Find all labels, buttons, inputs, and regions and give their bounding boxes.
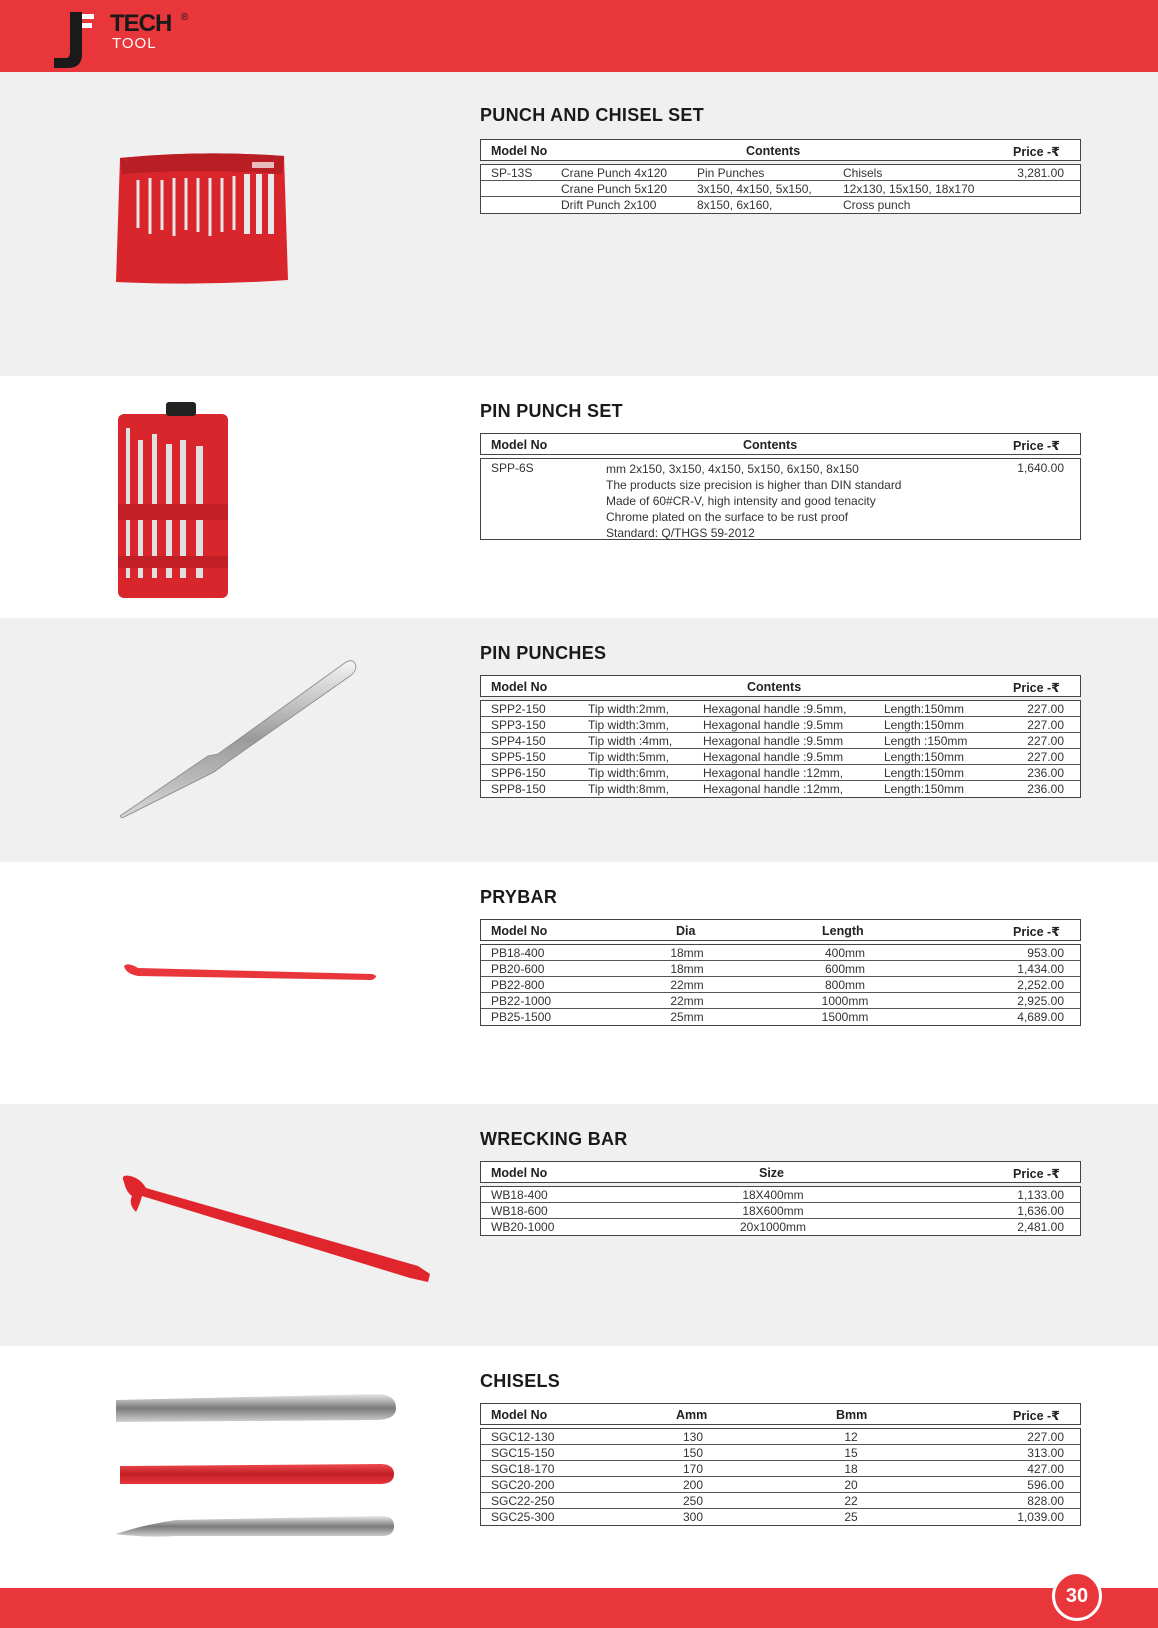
contents-cell xyxy=(606,461,901,541)
model-cell: SPP-6S xyxy=(491,461,534,475)
table-cell: 18X600mm xyxy=(742,1204,804,1218)
section-pin-punches xyxy=(0,618,1158,862)
table-row xyxy=(481,701,1080,717)
punch-chisel-set-image xyxy=(112,152,294,288)
table-cell: Tip width :4mm, xyxy=(588,734,673,748)
table-cell: 18X400mm xyxy=(742,1188,804,1202)
pin-punch-image xyxy=(118,658,368,818)
table-cell: 12x130, 15x150, 18x170 xyxy=(843,182,975,196)
table-row xyxy=(481,1219,1080,1235)
table-header xyxy=(480,433,1081,455)
table-cell: Cross punch xyxy=(843,198,911,212)
pin-punch-set-table xyxy=(480,433,1081,540)
table-cell: 596.00 xyxy=(1027,1478,1064,1492)
table-row xyxy=(481,181,1080,197)
table-cell: Hexagonal handle :12mm, xyxy=(703,766,844,780)
col-model: Model No xyxy=(491,924,548,938)
table-cell: 3,281.00 xyxy=(1017,166,1064,180)
section-prybar xyxy=(0,862,1158,1104)
table-body xyxy=(480,1186,1081,1236)
col-model: Model No xyxy=(491,1166,548,1180)
table-cell: PB25-1500 xyxy=(491,1010,552,1024)
table-row xyxy=(481,717,1080,733)
table-cell: 22mm xyxy=(670,978,704,992)
table-cell: SGC20-200 xyxy=(491,1478,555,1492)
col-b: Bmm xyxy=(836,1408,868,1422)
table-cell: SPP8-150 xyxy=(491,782,546,796)
table-cell: 1,133.00 xyxy=(1017,1188,1064,1202)
table-header xyxy=(480,1161,1081,1183)
table-cell: SP-13S xyxy=(491,166,533,180)
table-cell: 227.00 xyxy=(1027,734,1064,748)
table-cell: 1500mm xyxy=(821,1010,869,1024)
table-cell: SPP2-150 xyxy=(491,702,546,716)
table-header xyxy=(480,919,1081,941)
table-cell: Hexagonal handle :9.5mm xyxy=(703,750,844,764)
table-cell: 2,481.00 xyxy=(1017,1220,1064,1234)
table-body xyxy=(480,164,1081,214)
table-cell: WB20-1000 xyxy=(491,1220,555,1234)
table-row xyxy=(481,749,1080,765)
table-cell: 20 xyxy=(844,1478,858,1492)
section-wrecking-bar xyxy=(0,1104,1158,1346)
table-cell: 22mm xyxy=(670,994,704,1008)
table-cell: 12 xyxy=(844,1430,858,1444)
table-row xyxy=(481,1203,1080,1219)
table-cell: Hexagonal handle :9.5mm xyxy=(703,718,844,732)
price-cell: 1,640.00 xyxy=(1017,461,1064,475)
table-cell: 828.00 xyxy=(1027,1494,1064,1508)
brand-sub: TOOL xyxy=(112,35,157,52)
table-cell: 227.00 xyxy=(1027,750,1064,764)
col-model: Model No xyxy=(491,438,548,452)
col-contents: Contents xyxy=(743,438,798,452)
table-cell: 18mm xyxy=(670,962,704,976)
table-body xyxy=(480,700,1081,798)
table-cell: SGC22-250 xyxy=(491,1494,555,1508)
table-cell: 25mm xyxy=(670,1010,704,1024)
table-cell: Tip width:6mm, xyxy=(588,766,669,780)
table-cell: Chisels xyxy=(843,166,883,180)
table-row xyxy=(481,977,1080,993)
table-cell: 170 xyxy=(682,1462,704,1476)
table-cell: SPP5-150 xyxy=(491,750,546,764)
col-price: Price -₹ xyxy=(1013,145,1060,159)
section-pin-punch-set xyxy=(0,376,1158,618)
table-cell: PB22-800 xyxy=(491,978,545,992)
table-cell: Length:150mm xyxy=(884,718,965,732)
description-line: Standard: Q/THGS 59-2012 xyxy=(606,526,755,540)
punch-chisel-set-table xyxy=(480,139,1081,214)
table-cell: SGC15-150 xyxy=(491,1446,555,1460)
description-line: The products size precision is higher than DIN standard xyxy=(606,478,902,492)
table-row xyxy=(481,993,1080,1009)
table-row xyxy=(481,1445,1080,1461)
table-cell: 400mm xyxy=(824,946,865,960)
table-cell: 227.00 xyxy=(1027,718,1064,732)
logo-j-mark xyxy=(52,12,96,68)
prybar-image xyxy=(122,962,382,986)
brand-logo xyxy=(52,4,212,64)
table-cell: 150 xyxy=(682,1446,704,1460)
table-cell: 1,636.00 xyxy=(1017,1204,1064,1218)
pin-punches-table xyxy=(480,675,1081,798)
chisels-image xyxy=(116,1392,400,1572)
table-cell: Length:150mm xyxy=(884,782,965,796)
col-a: Amm xyxy=(676,1408,708,1422)
col-model: Model No xyxy=(491,144,548,158)
brand-name: TECH xyxy=(110,10,172,37)
table-cell: WB18-400 xyxy=(491,1188,548,1202)
col-length: Length xyxy=(822,924,864,938)
table-cell: 4,689.00 xyxy=(1017,1010,1064,1024)
table-header xyxy=(480,1403,1081,1425)
table-cell: PB18-400 xyxy=(491,946,545,960)
table-cell: Hexagonal handle :12mm, xyxy=(703,782,844,796)
table-row xyxy=(481,733,1080,749)
col-size: Size xyxy=(759,1166,785,1180)
table-cell: Pin Punches xyxy=(697,166,765,180)
registered-mark: ® xyxy=(181,12,189,23)
table-cell: 300 xyxy=(682,1510,704,1524)
table-cell: 227.00 xyxy=(1027,1430,1064,1444)
table-row xyxy=(481,1477,1080,1493)
section-title: PIN PUNCH SET xyxy=(480,401,623,421)
table-row xyxy=(481,1461,1080,1477)
table-cell: PB20-600 xyxy=(491,962,545,976)
table-row xyxy=(481,1509,1080,1525)
table-cell: 20x1000mm xyxy=(739,1220,807,1234)
table-cell: 800mm xyxy=(824,978,865,992)
table-cell: 236.00 xyxy=(1027,782,1064,796)
table-cell: Length:150mm xyxy=(884,750,965,764)
table-cell: 130 xyxy=(682,1430,704,1444)
section-title: PIN PUNCHES xyxy=(480,643,607,663)
table-cell: Hexagonal handle :9.5mm xyxy=(703,734,844,748)
section-punch-chisel-set xyxy=(0,72,1158,376)
col-price: Price -₹ xyxy=(1013,1167,1060,1181)
table-cell: Crane Punch 4x120 xyxy=(561,166,668,180)
description-line: Chrome plated on the surface to be rust proof xyxy=(606,510,849,524)
footer-bar xyxy=(0,1588,1158,1628)
table-row xyxy=(481,1493,1080,1509)
table-cell: 1,434.00 xyxy=(1017,962,1064,976)
table-cell: SPP6-150 xyxy=(491,766,546,780)
table-cell: 600mm xyxy=(824,962,865,976)
col-contents: Contents xyxy=(747,680,802,694)
page-number: 30 xyxy=(1052,1571,1102,1621)
table-cell: 250 xyxy=(682,1494,704,1508)
col-price: Price -₹ xyxy=(1013,1409,1060,1423)
table-cell: 3x150, 4x150, 5x150, xyxy=(697,182,812,196)
table-cell: 2,925.00 xyxy=(1017,994,1064,1008)
table-cell: 18 xyxy=(844,1462,858,1476)
pin-punch-set-image xyxy=(110,400,240,600)
table-row xyxy=(481,961,1080,977)
table-cell: 22 xyxy=(844,1494,858,1508)
description-line: Made of 60#CR-V, high intensity and good tenacity xyxy=(606,494,876,508)
table-cell: 25 xyxy=(844,1510,858,1524)
table-cell: 236.00 xyxy=(1027,766,1064,780)
table-cell: Tip width:2mm, xyxy=(588,702,669,716)
table-row xyxy=(481,165,1080,181)
col-price: Price -₹ xyxy=(1013,439,1060,453)
prybar-table xyxy=(480,919,1081,1026)
section-title: PRYBAR xyxy=(480,887,558,907)
col-contents: Contents xyxy=(746,144,801,158)
table-header xyxy=(480,139,1081,161)
table-row xyxy=(481,197,1080,213)
table-cell: Tip width:3mm, xyxy=(588,718,669,732)
table-body xyxy=(480,1428,1081,1526)
section-title: PUNCH AND CHISEL SET xyxy=(480,105,705,125)
table-cell: WB18-600 xyxy=(491,1204,548,1218)
table-cell: 18mm xyxy=(670,946,704,960)
description-line: mm 2x150, 3x150, 4x150, 5x150, 6x150, 8x150 xyxy=(606,462,859,476)
wrecking-bar-image xyxy=(118,1174,433,1286)
section-chisels xyxy=(0,1346,1158,1588)
table-cell: 427.00 xyxy=(1027,1462,1064,1476)
table-row xyxy=(481,765,1080,781)
table-row xyxy=(481,1429,1080,1445)
table-cell: SPP4-150 xyxy=(491,734,546,748)
wrecking-bar-table xyxy=(480,1161,1081,1236)
col-dia: Dia xyxy=(676,924,696,938)
col-model: Model No xyxy=(491,1408,548,1422)
table-cell: 2,252.00 xyxy=(1017,978,1064,992)
col-price: Price -₹ xyxy=(1013,681,1060,695)
table-cell: Drift Punch 2x100 xyxy=(561,198,657,212)
table-cell: 313.00 xyxy=(1027,1446,1064,1460)
table-cell: Length :150mm xyxy=(884,734,968,748)
table-header xyxy=(480,675,1081,697)
chisels-table xyxy=(480,1403,1081,1526)
section-title: CHISELS xyxy=(480,1371,561,1391)
table-cell: Tip width:5mm, xyxy=(588,750,669,764)
table-row xyxy=(481,945,1080,961)
table-cell: SGC25-300 xyxy=(491,1510,555,1524)
header-bar xyxy=(0,0,1158,72)
table-cell: Crane Punch 5x120 xyxy=(561,182,668,196)
table-cell: Length:150mm xyxy=(884,766,965,780)
table-row xyxy=(481,781,1080,797)
table-cell: SGC12-130 xyxy=(491,1430,555,1444)
table-cell: 8x150, 6x160, xyxy=(697,198,773,212)
table-cell: Tip width:8mm, xyxy=(588,782,669,796)
table-cell: 227.00 xyxy=(1027,702,1064,716)
table-cell: SGC18-170 xyxy=(491,1462,555,1476)
col-model: Model No xyxy=(491,680,548,694)
col-price: Price -₹ xyxy=(1013,925,1060,939)
table-body xyxy=(480,458,1081,540)
table-row xyxy=(481,1187,1080,1203)
table-cell: Hexagonal handle :9.5mm, xyxy=(703,702,847,716)
table-cell: 15 xyxy=(844,1446,858,1460)
table-cell: 1,039.00 xyxy=(1017,1510,1064,1524)
section-title: WRECKING BAR xyxy=(480,1129,628,1149)
table-cell: SPP3-150 xyxy=(491,718,546,732)
table-cell: PB22-1000 xyxy=(491,994,552,1008)
table-cell: 200 xyxy=(682,1478,704,1492)
table-cell: Length:150mm xyxy=(884,702,965,716)
table-cell: 1000mm xyxy=(821,994,869,1008)
table-row xyxy=(481,1009,1080,1025)
table-body xyxy=(480,944,1081,1026)
table-cell: 953.00 xyxy=(1027,946,1064,960)
